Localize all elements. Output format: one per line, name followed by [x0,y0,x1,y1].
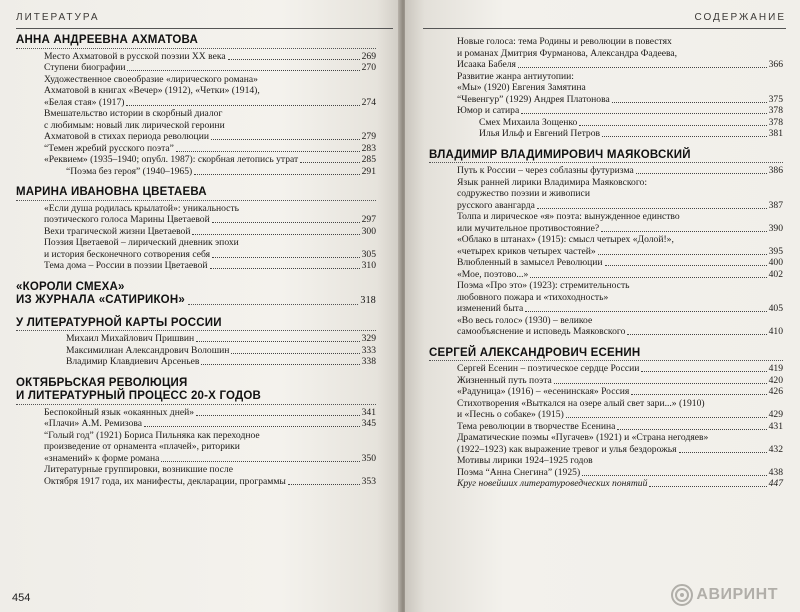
entry-text: Вмешательство истории в скорбный диалог [44,108,223,119]
toc-entry [457,363,783,375]
entry-text: Максимилиан Александрович Волошин [66,344,230,356]
entry-row [457,105,783,117]
watermark-text: ABИРИНТ [696,586,778,603]
entry-text: Мотивы лирики 1924–1925 годов [457,455,593,466]
entry-text: Круг новейших литературоведческих понятий [457,478,648,489]
entry-row [457,200,783,212]
dot-leader [196,341,359,342]
entry-page-number: 333 [361,344,376,356]
dot-leader [617,429,766,430]
toc-section [16,317,376,368]
dot-leader [212,222,360,223]
section-title-line: МАРИНА ИВАНОВНА ЦВЕТАЕВА [16,186,376,201]
dot-leader [601,231,766,232]
entry-text: “Голый год” (1921) Бориса Пильняка как переходное [44,429,260,441]
dot-leader [598,254,767,255]
section-title-line: ИЗ ЖУРНАЛА «САТИРИКОН» [16,294,185,306]
dot-leader [530,277,766,278]
entry-page-number: 297 [361,214,376,225]
watermark [671,584,778,606]
toc-entry [457,234,783,257]
entry-row [44,62,376,74]
dot-leader [201,364,359,365]
entry-text: Литературные группировки, возникшие после [44,464,233,475]
toc-entry [457,432,783,455]
entry-page-number: 341 [361,406,376,418]
entry-row [457,326,783,338]
entry-text: Михаил Михайлович Пришвин [66,333,195,344]
entry-page-number: 338 [361,356,376,367]
section-title-line: У ЛИТЕРАТУРНОЙ КАРТЫ РОССИИ [16,317,376,332]
toc-entry [457,105,783,117]
entry-text: «знамений» к форме романа [44,452,160,464]
toc-entry [457,375,783,387]
entry-text: русского авангарда [457,199,535,211]
dot-leader [636,173,767,174]
entry-row [457,363,783,375]
entry-row [44,476,376,488]
entry-page-number: 419 [768,363,783,374]
entry-page-number: 447 [768,478,783,489]
entry-row [44,154,376,166]
toc-entry [44,62,376,74]
entry-row [44,249,376,261]
entry-page-number: 345 [361,418,376,429]
entry-row [44,418,376,430]
entry-page-number: 350 [361,452,376,464]
entry-text: Беспокойный язык «окаянных дней» [44,406,195,418]
entry-row [44,166,376,178]
dot-leader [192,234,359,235]
entry-text: «Мое, поэтово...» [457,268,529,280]
entry-row [457,386,783,398]
entry-text: «Радуница» (1916) – «есенинская» Россия [457,386,630,397]
entry-row [44,453,376,465]
entry-page-number: 285 [361,154,376,165]
entry-text: «Во весь голос» (1930) – великое [457,314,593,326]
dot-leader [231,353,359,354]
entry-row [457,94,783,106]
toc-entry [457,269,783,281]
toc-entry [457,315,783,338]
entry-page-number: 420 [768,374,783,386]
toc-entry [44,154,376,166]
entry-list [16,333,376,368]
entry-page-number: 426 [768,386,783,397]
entry-text: “Чевенгур” (1929) Андрея Платонова [457,93,610,105]
entry-text: «Мы» (1920) Евгения Замятина [457,82,586,93]
entry-list [429,165,783,338]
toc-section [429,347,783,490]
entry-page-number: 410 [768,326,783,337]
toc-column-left [16,34,376,496]
running-head-left: ЛИТЕРАТУРА [16,12,393,29]
entry-text: и «Песнь о собаке» (1915) [457,409,564,420]
entry-text: Поэма «Про это» (1923): стремительность [457,280,630,291]
dot-leader [518,67,767,68]
entry-page-number: 310 [361,260,376,271]
toc-entry [44,260,376,272]
entry-row [44,143,376,155]
toc-section [16,34,376,177]
dot-leader [605,265,767,266]
entry-page-number: 353 [361,475,376,487]
dot-leader [679,452,767,453]
entry-text: Поэма “Анна Снегина” (1925) [457,466,581,478]
section-page-number: 318 [360,295,376,306]
entry-page-number: 395 [768,245,783,257]
entry-text: Ахматовой в стихах периода революции [44,131,209,142]
entry-row [44,97,376,109]
entry-page-number: 270 [361,62,376,73]
toc-entry [44,108,376,143]
entry-text: содружество поэзии и живописи [457,188,590,199]
entry-page-number: 432 [768,443,783,455]
dot-leader [300,162,359,163]
entry-page-number: 387 [768,199,783,211]
toc-entry [457,211,783,234]
entry-row [44,260,376,272]
toc-entry [44,203,376,226]
entry-row [457,246,783,258]
entry-text: Толпа и лирическое «я» поэта: вынужденное единство [457,211,680,222]
running-head-right: СОДЕРЖАНИЕ [423,12,786,29]
entry-page-number: 402 [768,268,783,280]
toc-entry [44,418,376,430]
entry-text: поэтического голоса Марины Цветаевой [44,214,210,225]
entry-page-number: 283 [361,142,376,154]
entry-text: Сергей Есенин – поэтическое сердце России [457,363,640,374]
section-title-line: ОКТЯБРЬСКАЯ РЕВОЛЮЦИЯ [16,376,188,389]
page-number: 454 [12,592,31,604]
entry-list [429,363,783,490]
labyrinth-logo-icon [671,584,693,606]
entry-list [429,36,783,140]
entry-text: произведение от орнамента «плачей», риторики [44,441,240,452]
entry-page-number: 405 [768,303,783,314]
toc-entry [457,128,783,140]
entry-row [44,345,376,357]
toc-entry [457,117,783,129]
toc-section [16,281,376,308]
toc-section [16,377,376,488]
entry-text: Смех Михаила Зощенко [479,116,578,128]
entry-page-number: 274 [361,96,376,108]
toc-entry [457,257,783,269]
entry-page-number: 429 [768,409,783,420]
section-title-line: И ЛИТЕРАТУРНЫЙ ПРОЦЕСС 20-Х ГОДОВ [16,390,376,405]
toc-column-right [429,34,783,499]
entry-text: и история бесконечного сотворения себя [44,248,211,260]
section-title-line: «КОРОЛИ СМЕХА» [16,280,125,293]
entry-row [44,214,376,226]
entry-text: «четырех криков четырех частей» [457,245,596,257]
entry-text: самообъяснение и исповедь Маяковского [457,326,626,337]
toc-entry [457,165,783,177]
toc-section [429,149,783,338]
entry-page-number: 438 [768,466,783,478]
entry-text: Илья Ильф и Евгений Петров [479,128,601,139]
entry-row [44,356,376,368]
toc-entry [44,226,376,238]
dot-leader [525,311,766,312]
section-title-line: СЕРГЕЙ АЛЕКСАНДРОВИЧ ЕСЕНИН [429,347,783,362]
entry-row [457,128,783,140]
entry-list [16,51,376,178]
entry-text: Октября 1917 года, их манифесты, декларации, программы [44,475,286,487]
dot-leader [649,486,766,487]
toc-entry [44,51,376,63]
dot-leader [161,461,359,462]
dot-leader [288,484,360,485]
entry-text: Влюбленный в замысел Революции [457,257,603,268]
entry-page-number: 366 [768,59,783,70]
entry-page-number: 269 [361,50,376,62]
toc-entry [44,430,376,465]
section-title-line: АННА АНДРЕЕВНА АХМАТОВА [16,34,376,49]
entry-text: Стихотворения «Выткался на озере алый свет зари...» (1910) [457,397,705,409]
toc-entry [44,464,376,487]
entry-row [457,59,783,71]
entry-row [457,409,783,421]
entry-row [44,333,376,345]
entry-text: изменений быта [457,303,524,314]
toc-entry [457,177,783,212]
toc-entry [44,237,376,260]
toc-entry [457,478,783,490]
dot-leader [194,174,359,175]
toc-entry [44,356,376,368]
toc-entry [457,421,783,433]
dot-leader [579,125,766,126]
toc-entry [457,94,783,106]
dot-leader [521,113,766,114]
toc-section [16,186,376,272]
entry-text: Новые голоса: тема Родины и революции в повестях [457,36,672,47]
toc-entry [44,166,376,178]
entry-text: или мучительное противостояние? [457,222,600,234]
entry-text: с любимым: новый лик лирической героини [44,119,225,131]
entry-page-number: 386 [768,165,783,176]
entry-text: «Облако в штанах» (1915): смысл четырех «Долой!», [457,234,674,245]
entry-row [457,165,783,177]
dot-leader [627,334,766,335]
entry-text: (1922–1923) как выражение тревог и улья бездорожья [457,443,677,455]
entry-row [457,421,783,433]
dot-leader [212,257,360,258]
entry-page-number: 305 [361,248,376,260]
entry-text: “Темен жребий русского поэта” [44,142,174,154]
dot-leader [554,383,767,384]
entry-text: Поэзия Цветаевой – лирический дневник эпохи [44,237,239,248]
dot-leader [176,151,360,152]
entry-text: Тема дома – России в поэзии Цветаевой [44,260,208,271]
dot-leader [537,208,767,209]
toc-entry [457,398,783,421]
entry-text: Ахматовой в книгах «Вечер» (1912), «Четки» (1914), [44,85,260,96]
toc-entry [457,386,783,398]
entry-text: “Поэма без героя” (1940–1965) [66,165,193,177]
entry-text: Путь к России – через соблазны футуризма [457,165,634,176]
entry-row [44,51,376,63]
entry-list [16,203,376,272]
entry-row [457,117,783,129]
dot-leader [211,139,360,140]
entry-page-number: 375 [768,93,783,105]
entry-row [457,257,783,269]
entry-page-number: 329 [361,333,376,344]
dot-leader [641,371,766,372]
entry-row [44,226,376,238]
toc-entry [457,280,783,315]
entry-row [457,375,783,387]
entry-text: Юмор и сатира [457,105,520,116]
entry-row [44,131,376,143]
entry-text: «Белая стая» (1917) [44,96,125,108]
entry-page-number: 400 [768,257,783,268]
entry-text: «Плачи» А.М. Ремизова [44,418,143,429]
section-title-line: ВЛАДИМИР ВЛАДИМИРОВИЧ МАЯКОВСКИЙ [429,149,783,164]
dot-leader [602,136,767,137]
entry-page-number: 279 [361,131,376,142]
dot-leader [228,59,360,60]
toc-entry [457,71,783,94]
toc-entry [457,36,783,71]
entry-text: Вехи трагической жизни Цветаевой [44,225,191,237]
entry-text: Язык ранней лирики Владимира Маяковского: [457,176,648,188]
entry-row [457,303,783,315]
entry-text: Тема революции в творчестве Есенина [457,420,616,432]
entry-text: и романах Дмитрия Фурманова, Александра Фадеева, [457,47,678,59]
entry-page-number: 291 [361,165,376,177]
dot-leader [612,102,767,103]
entry-text: Владимир Клавдиевич Арсеньев [66,356,200,367]
section-title [16,294,376,308]
entry-row [457,223,783,235]
dot-leader [196,415,360,416]
entry-text: «Реквием» (1935–1940; опубл. 1987): скорбная летопись утрат [44,154,299,165]
entry-page-number: 390 [768,222,783,234]
entry-text: Развитие жанра антиутопии: [457,70,574,82]
entry-page-number: 300 [361,225,376,237]
entry-page-number: 431 [768,420,783,432]
toc-entry [44,345,376,357]
entry-text: «Если душа родилась крылатой»: уникальность [44,202,240,214]
entry-row [457,478,783,490]
entry-text: Драматические поэмы «Пугачев» (1921) и «Страна негодяев» [457,432,709,443]
right-page [405,0,800,612]
dot-leader [127,70,359,71]
toc-section [429,36,783,140]
entry-row [457,467,783,479]
toc-entry [44,74,376,109]
dot-leader [210,268,360,269]
entry-page-number: 378 [768,105,783,116]
toc-entry [457,455,783,467]
entry-row [457,444,783,456]
dot-leader [144,426,360,427]
dot-leader [566,417,767,418]
dot-leader [188,304,358,305]
toc-entry [457,467,783,479]
entry-page-number: 378 [768,116,783,128]
dot-leader [126,105,359,106]
entry-text: Исаака Бабеля [457,59,516,70]
toc-entry [44,333,376,345]
entry-text: Ступени биографии [44,62,126,73]
entry-row [44,407,376,419]
entry-list [16,407,376,488]
entry-text: Место Ахматовой в русской поэзии XX века [44,50,226,62]
entry-page-number: 381 [768,128,783,139]
dot-leader [631,394,766,395]
dot-leader [582,475,766,476]
entry-text: Жизненный путь поэта [457,374,552,386]
entry-text: любовного пожара и «тихоходность» [457,291,609,303]
toc-entry [44,143,376,155]
entry-text: Художественное своеобразие «лирического романа» [44,73,258,85]
toc-entry [44,407,376,419]
entry-row [457,269,783,281]
